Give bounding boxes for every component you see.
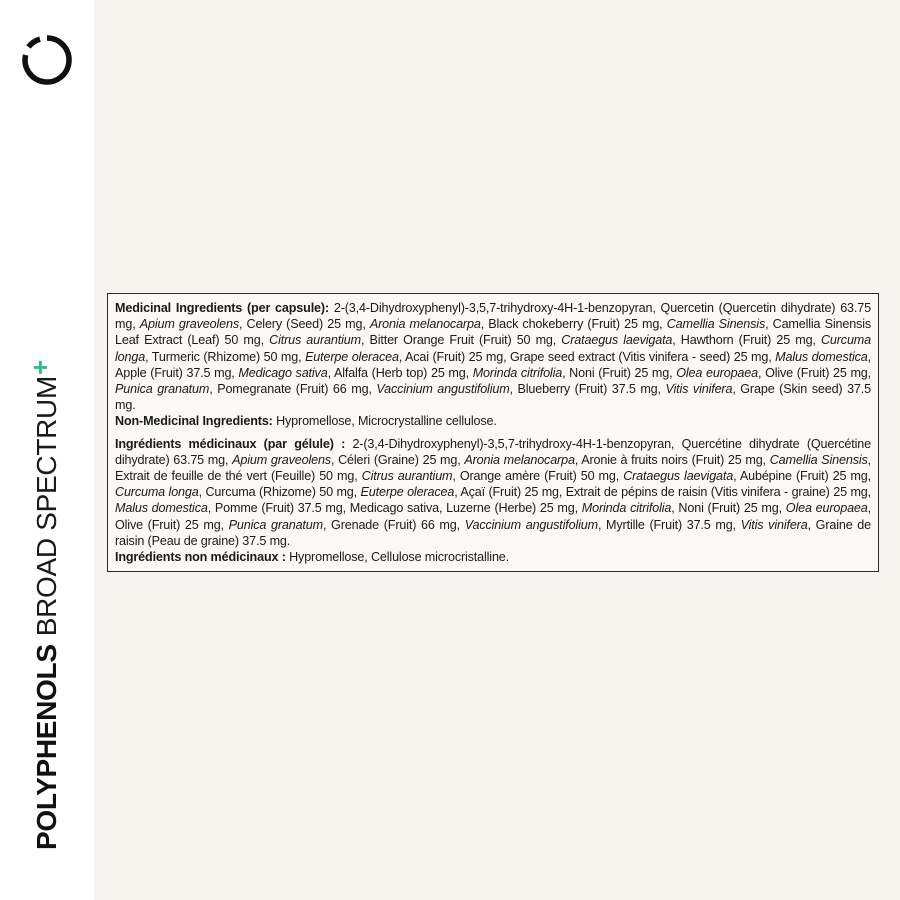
french-ingredient-text: , Pomme (Fruit) 37.5 mg, Medicago sativa, Luzerne (Herbe) 25 mg, bbox=[207, 501, 582, 516]
french-species-name: Vitis vinifera bbox=[740, 517, 808, 532]
english-species-name: Camellia Sinensis bbox=[666, 317, 766, 332]
french-medicinal-heading: Ingrédients médicinaux (par gélule) : bbox=[115, 436, 346, 451]
french-ingredient-text: , Céleri (Graine) 25 mg, bbox=[330, 452, 465, 467]
french-species-name: Morinda citrifolia bbox=[581, 501, 672, 516]
english-non-medicinal-ingredients bbox=[115, 413, 871, 429]
product-title-light: BROAD SPECTRUM bbox=[31, 376, 62, 637]
french-ingredient-text: , Grenade (Fruit) 66 mg, bbox=[322, 517, 465, 532]
plus-icon: + bbox=[25, 360, 55, 375]
french-species-name: Vaccinium angustifolium bbox=[464, 517, 598, 532]
english-ingredient-text: , Turmeric (Rhizome) 50 mg, bbox=[145, 349, 306, 364]
french-ingredient-text: , Aubépine (Fruit) 25 mg, bbox=[733, 469, 871, 484]
french-species-name: Apium graveolens bbox=[232, 452, 331, 467]
french-ingredient-text: , Olive (Fruit) 25 mg, bbox=[115, 501, 871, 532]
english-ingredient-text: , Camellia Sinensis Leaf Extract (Leaf) 50 mg, bbox=[115, 317, 871, 348]
french-species-name: Euterpe oleracea bbox=[360, 485, 455, 500]
english-species-name: Crataegus laevigata bbox=[561, 333, 673, 348]
french-species-name: Citrus aurantium bbox=[361, 469, 453, 484]
french-species-name: Olea europaea bbox=[785, 501, 868, 516]
english-ingredient-text: , Acai (Fruit) 25 mg, Grape seed extract (Vitis vinifera - seed) 25 mg, bbox=[398, 349, 776, 364]
english-ingredient-text: , Alfalfa (Herb top) 25 mg, bbox=[327, 365, 473, 380]
french-medicinal-text bbox=[115, 437, 871, 548]
french-ingredient-text: , Noni (Fruit) 25 mg, bbox=[671, 501, 786, 516]
french-ingredient-text: 2-(3,4-Dihydroxyphenyl)-3,5,7-trihydroxy-4H-1-benzopyran, Quercétine dihydrate (Quercétine dihydrate) 63.75 mg, bbox=[115, 436, 871, 467]
ingredients-label bbox=[107, 293, 879, 572]
english-species-name: Morinda citrifolia bbox=[472, 365, 563, 380]
french-species-name: Malus domestica bbox=[115, 501, 208, 516]
english-non-medicinal-text: Hypromellose, Microcrystalline cellulose. bbox=[272, 414, 497, 429]
french-species-name: Crataegus laevigata bbox=[623, 469, 734, 484]
french-medicinal-ingredients bbox=[115, 436, 871, 549]
english-species-name: Curcuma longa bbox=[115, 333, 871, 364]
english-species-name: Vitis vinifera bbox=[665, 382, 733, 397]
french-species-name: Camellia Sinensis bbox=[769, 452, 868, 467]
product-title-bold: POLYPHENOLS bbox=[31, 644, 62, 850]
french-non-medicinal-text: Hypromellose, Cellulose microcristalline. bbox=[285, 550, 510, 565]
english-ingredient-text: , Bitter Orange Fruit (Fruit) 50 mg, bbox=[360, 333, 562, 348]
french-ingredient-text: , Curcuma (Rhizome) 50 mg, bbox=[198, 485, 361, 500]
product-title bbox=[25, 360, 65, 850]
french-ingredient-text: , Orange amère (Fruit) 50 mg, bbox=[452, 469, 624, 484]
english-species-name: Malus domestica bbox=[775, 349, 868, 364]
english-species-name: Olea europaea bbox=[676, 365, 758, 380]
english-ingredient-text: , Celery (Seed) 25 mg, bbox=[238, 317, 370, 332]
french-non-medicinal-heading: Ingrédients non médicinaux : bbox=[115, 550, 286, 565]
sidebar bbox=[0, 0, 94, 900]
english-species-name: Euterpe oleracea bbox=[305, 349, 399, 364]
french-ingredient-text: , Myrtille (Fruit) 37.5 mg, bbox=[597, 517, 741, 532]
english-medicinal-ingredients bbox=[115, 300, 871, 413]
english-species-name: Aronia melanocarpa bbox=[369, 317, 481, 332]
english-non-medicinal-heading: Non-Medicinal Ingredients: bbox=[115, 414, 273, 429]
french-ingredient-text: , Aronie à fruits noirs (Fruit) 25 mg, bbox=[574, 452, 770, 467]
french-ingredient-text: , Extrait de feuille de thé vert (Feuille) 50 mg, bbox=[115, 452, 872, 484]
english-ingredient-text: 2-(3,4-Dihydroxyphenyl)-3,5,7-trihydroxy-4H-1-benzopyran, Quercetin (Quercetin dihydrate) 63.75 mg, bbox=[115, 301, 871, 332]
english-species-name: Apium graveolens bbox=[139, 317, 239, 332]
english-species-name: Punica granatum bbox=[115, 382, 210, 397]
english-ingredient-text: , Noni (Fruit) 25 mg, bbox=[562, 365, 677, 380]
french-ingredient-text: , Açaï (Fruit) 25 mg, Extrait de pépins de raisin (Vitis vinifera - graine) 25 mg, bbox=[454, 485, 871, 500]
english-ingredient-text: , Blueberry (Fruit) 37.5 mg, bbox=[509, 382, 666, 397]
english-ingredient-text: , Apple (Fruit) 37.5 mg, bbox=[115, 349, 871, 380]
french-species-name: Aronia melanocarpa bbox=[464, 452, 575, 467]
english-species-name: Medicago sativa bbox=[238, 365, 328, 380]
english-medicinal-heading: Medicinal Ingredients (per capsule): bbox=[115, 301, 329, 315]
english-ingredient-text: , Black chokeberry (Fruit) 25 mg, bbox=[480, 317, 667, 332]
english-species-name: Vaccinium angustifolium bbox=[376, 382, 510, 397]
open-circle-logo-icon bbox=[20, 33, 74, 87]
english-species-name: Citrus aurantium bbox=[269, 333, 361, 348]
english-ingredient-text: , Pomegranate (Fruit) 66 mg, bbox=[209, 382, 377, 397]
french-species-name: Curcuma longa bbox=[115, 485, 199, 500]
french-ingredient-text: , Graine de raisin (Peau de graine) 37.5 mg. bbox=[115, 517, 872, 548]
english-ingredient-text: , Olive (Fruit) 25 mg, bbox=[757, 365, 872, 380]
french-non-medicinal-ingredients bbox=[115, 549, 871, 565]
english-medicinal-text bbox=[115, 301, 871, 412]
english-ingredient-text: , Grape (Skin seed) 37.5 mg. bbox=[115, 382, 871, 413]
french-species-name: Punica granatum bbox=[228, 517, 323, 532]
english-ingredient-text: , Hawthorn (Fruit) 25 mg, bbox=[672, 333, 821, 348]
